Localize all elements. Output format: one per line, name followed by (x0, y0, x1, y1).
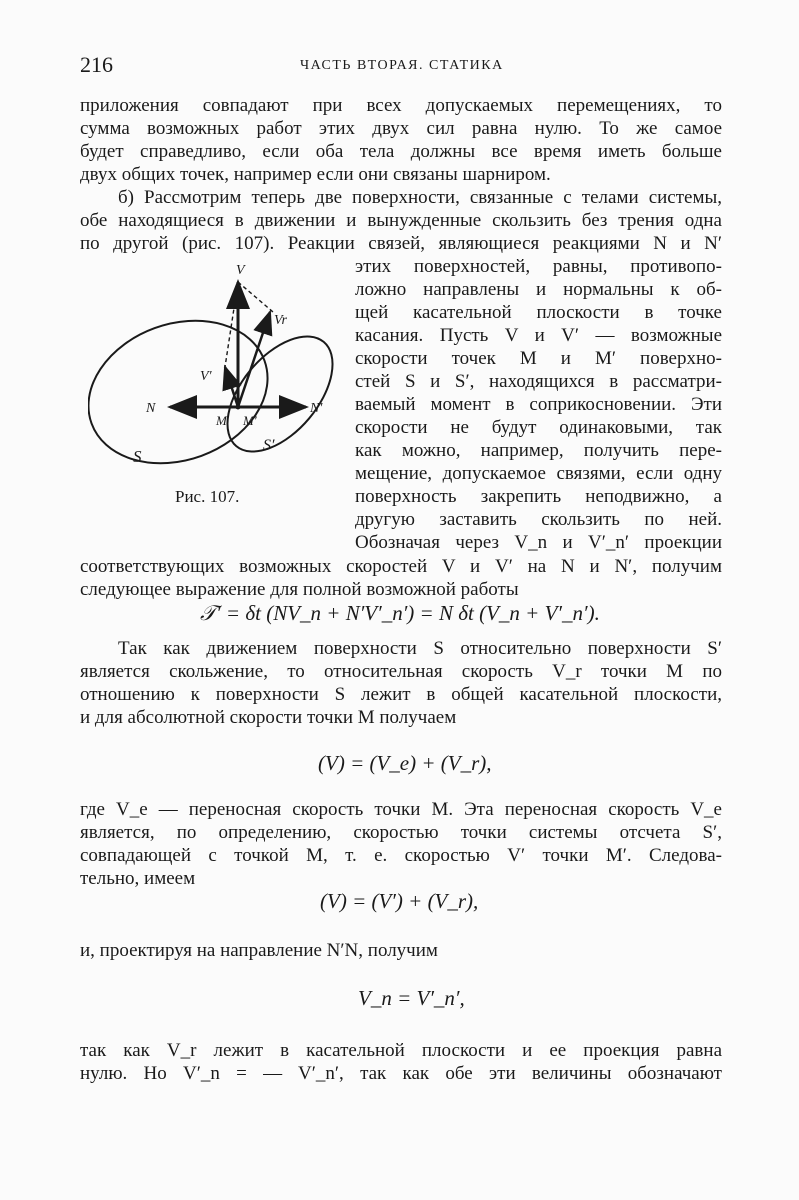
text-line: сумма возможных работ этих двух сил равна нулю. То же самое (80, 118, 722, 139)
formula-projection-equality: V_n = V′_n′, (358, 986, 465, 1010)
label-n: N (146, 401, 156, 416)
text-line: является, по определению, скоростью точки системы отсчета S′, (80, 822, 722, 843)
text-line: ложно направлены и нормальны к об- (355, 279, 722, 300)
page-number: 216 (80, 52, 113, 77)
dashed-line (238, 282, 273, 312)
text-line: Так как движением поверхности S относительно поверхности S′ (118, 638, 722, 659)
text-line: поверхность закрепить неподвижно, а (355, 486, 722, 507)
text-line: следующее выражение для полной возможной работы (80, 579, 519, 600)
label-m: M (216, 413, 227, 428)
text-line: скорости точек M и M′ поверхно- (355, 348, 722, 369)
text-line: ваемый момент в соприкосновении. Эти (355, 394, 722, 415)
text-line: б) Рассмотрим теперь две поверхности, связанные с телами системы, (118, 187, 722, 208)
text-line: мещение, допускаемое связями, если одну (355, 463, 722, 484)
running-title: ЧАСТЬ ВТОРАЯ. СТАТИКА (300, 58, 504, 73)
text-line: щей касательной плоскости в точке (355, 302, 722, 323)
dashed-line (225, 282, 238, 367)
figure-caption: Рис. 107. (175, 487, 240, 506)
text-line: будет справедливо, если оба тела должны все время иметь больше (80, 141, 722, 162)
text-line: по другой (рис. 107). Реакции связей, являющиеся реакциями N и N′ (80, 233, 722, 254)
label-m-prime: M′ (243, 413, 257, 428)
text-line: касания. Пусть V и V′ — возможные (355, 325, 722, 346)
text-line: этих поверхностей, равны, противопо- (355, 256, 722, 277)
figure-107-diagram (88, 262, 338, 482)
text-line: соответствующих возможных скоростей V и V′ на N и N′, получим (80, 556, 722, 577)
text-line: обе находящиеся в движении и вынужденные скользить без трения одна (80, 210, 722, 231)
formula-velocity-relative: (V) = (V′) + (V_r), (320, 889, 479, 913)
text-line: так как V_r лежит в касательной плоскости и ее проекция равна (80, 1040, 722, 1061)
text-line: стей S и S′, находящихся в рассматри- (355, 371, 722, 392)
text-line: как можно, например, получить пере- (355, 440, 722, 461)
text-line: нулю. Но V′_n = — V′_n′, так как обе эти величины обозначают (80, 1063, 722, 1084)
text-line: где V_e — переносная скорость точки M. Эта переносная скорость V_e (80, 799, 722, 820)
text-line: двух общих точек, например если они связаны шарниром. (80, 164, 551, 185)
text-line: тельно, имеем (80, 868, 196, 889)
label-s: S (133, 447, 142, 466)
text-line: и для абсолютной скорости точки M получаем (80, 707, 457, 728)
text-line: совпадающей с точкой M, т. е. скоростью V′ точки M′. Следова- (80, 845, 722, 866)
text-line: другую заставить скользить по ней. (355, 509, 722, 530)
formula-virtual-work: 𝒯′ = δt (NV_n + N′V′_n′) = N δt (V_n + V′_n′). (200, 601, 600, 625)
text-line: и, проектируя на направление N′N, получим (80, 940, 438, 961)
surface-s-outline (88, 297, 288, 482)
text-line: является скольжение, то относительная скорость V_r точки M по (80, 661, 722, 682)
formula-velocity-sum: (V) = (V_e) + (V_r), (318, 751, 492, 775)
label-s-prime: S′ (263, 437, 275, 454)
text-line: скорости не будут одинаковыми, так (355, 417, 722, 438)
text-line: Обозначая через V_n и V′_n′ проекции (355, 532, 722, 553)
text-line: приложения совпадают при всех допускаемых перемещениях, то (80, 95, 722, 116)
label-vr: Vr (274, 313, 287, 328)
label-v-prime: V′ (200, 369, 212, 384)
text-line: отношению к поверхности S лежит в общей касательной плоскости, (80, 684, 722, 705)
label-v: V (236, 263, 245, 278)
label-n-prime: N′ (310, 401, 323, 416)
